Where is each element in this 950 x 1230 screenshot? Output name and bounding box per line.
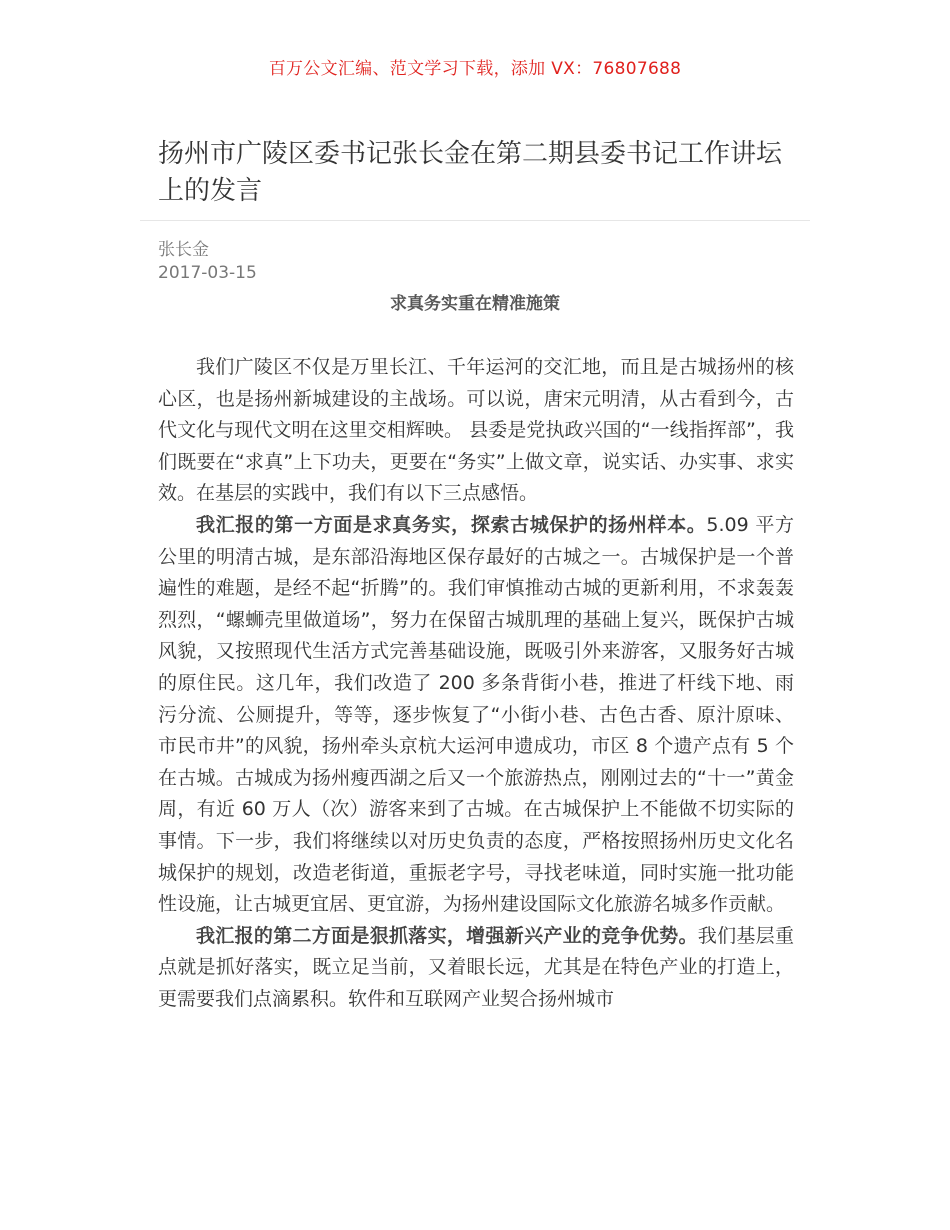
paragraph-3-text: 我们基层重点就是抓好落实，既立足当前，又着眼长远，尤其是在特色产业的打造上，更需要我们点滴累积。软件和互联网产业契合扬州城市: [158, 924, 794, 1010]
paragraph-3: [158, 921, 794, 1016]
download-banner: 百万公文汇编、范文学习下载，添加 VX：76807688: [268, 59, 682, 79]
paragraph-1: [158, 352, 794, 510]
article-title: 扬州市广陵区委书记张长金在第二期县委书记工作讲坛上的发言: [158, 139, 783, 206]
article-body: [158, 352, 794, 1015]
paragraph-2-text: 5.09 平方公里的明清古城，是东部沿海地区保存最好的古城之一。古城保护是一个普遍性的难题，是经不起“折腾”的。我们审慎推动古城的更新利用，不求轰轰烈烈，“螺蛳壳里做道场”，努力在保留古城肌理的基础上复兴，既保护古城风貌，又按照现代生活方式完善基础设施，既吸引外来游客，又服务好古城的原住民。这几年，我们改造了 200 多条背街小巷，推进了杆线下地、雨污分流、公厕提升，等等，逐步恢复了“小街小巷、古色古香、原汁原味、市民市井”的风貌，扬州牵头京杭大运河申遗成功，市区 8 个遗产点有 5 个在古城。古城成为扬州瘦西湖之后又一个旅游热点，刚刚过去的“十一”黄金周，有近 60 万人（次）游客来到了古城。在古城保护上不能做不切实际的事情。下一步，我们将继续以对历史负责的态度，严格按照扬州历史文化名城保护的规划，改造老街道，重振老字号，寻找老味道，同时实施一批功能性设施，让古城更宜居、更宜游，为扬州建设国际文化旅游名城多作贡献。: [158, 513, 794, 916]
title-divider: [140, 220, 810, 221]
paragraph-3-lead: 我汇报的第二方面是狠抓落实，增强新兴产业的竞争优势。: [196, 924, 698, 947]
paragraph-2-lead: 我汇报的第一方面是求真务实，探索古城保护的扬州样本。: [196, 513, 707, 536]
article-date: 2017-03-15: [158, 263, 257, 283]
article-author: 张长金: [158, 240, 209, 260]
paragraph-2: [158, 510, 794, 921]
paragraph-1-text: 我们广陵区不仅是万里长江、千年运河的交汇地，而且是古城扬州的核心区，也是扬州新城建设的主战场。可以说，唐宋元明清，从古看到今，古代文化与现代文明在这里交相辉映。 县委是党执政兴国的“一线指挥部”，我们既要在“求真”上下功夫，更要在“务实”上做文章，说实话、办实事、求实效。在基层的实践中，我们有以下三点感悟。: [158, 356, 794, 505]
article-subtitle: 求真务实重在精准施策: [390, 294, 560, 314]
